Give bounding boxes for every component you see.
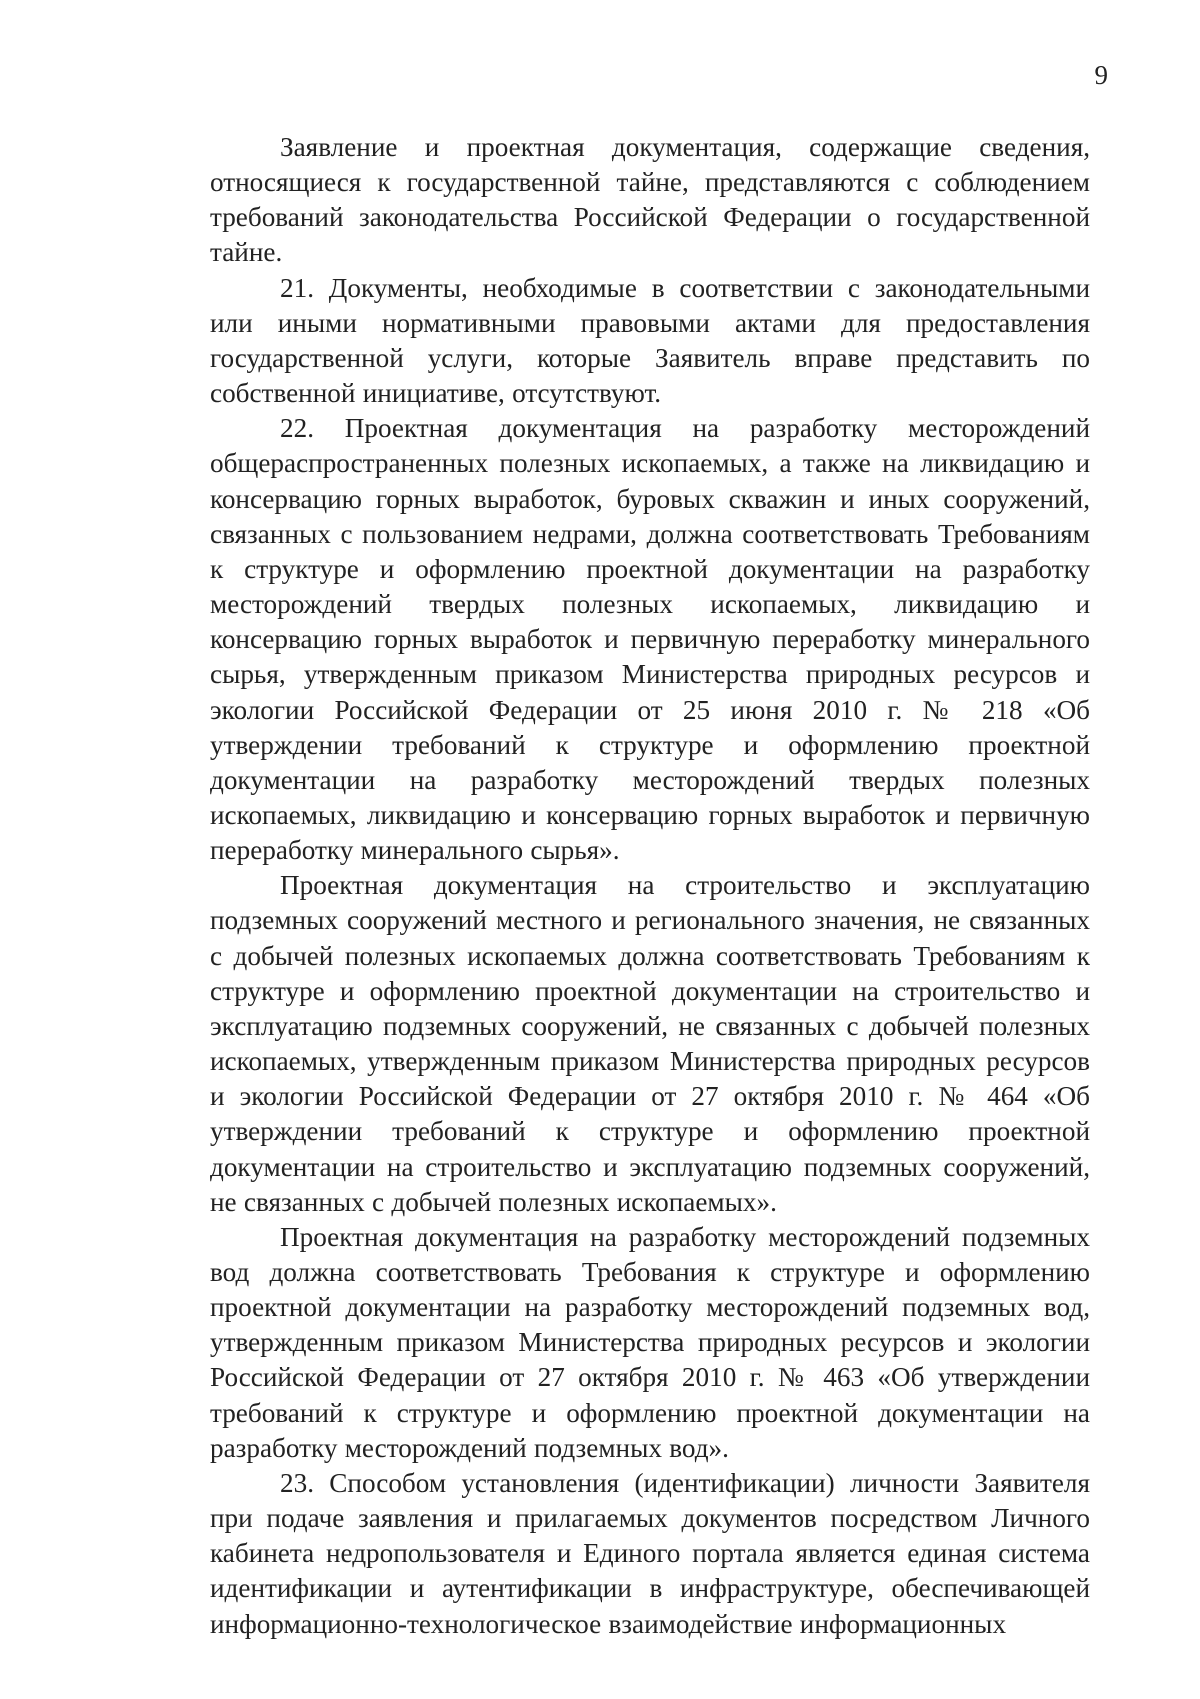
paragraph-groundwater: Проектная документация на разработку месторождений подземных вод должна соответствовать Требования к структуре и оформлению проектной документации на разработку месторождений подземных вод, утвержденным приказом Министерства природных ресурсов и экологии Российской Федерации от 27 октября 2010 г. № 463 «Об утверждении требований к структуре и оформлению проектной документации на разработку месторождений подземных вод». — [210, 1221, 1090, 1463]
paragraph-underground-structures: Проектная документация на строительство и эксплуатацию подземных сооружений местного и регионального значения, не связанных с добычей полезных ископаемых должна соответствовать Требованиям к структуре и оформлению проектной документации на строительство и эксплуатацию подземных сооружений, не связанных с добычей полезных ископаемых, утвержденным приказом Министерства природных ресурсов и экологии Российской Федерации от 27 октября 2010 г. № 464 «Об утверждении требований к структуре и оформлению проектной документации на строительство и эксплуатацию подземных сооружений, не связанных с добычей полезных ископаемых». — [210, 870, 1090, 1217]
paragraph-item-22: 22. Проектная документация на разработку месторождений общераспространенных полезных ископаемых, а также на ликвидацию и консервацию горных выработок, буровых скважин и иных сооружений, связанных с пользованием недрами, должна соответствовать Требованиям к структуре и оформлению проектной документации на разработку месторождений твердых полезных ископаемых, ликвидацию и консервацию горных выработок и первичную переработку минерального сырья, утвержденным приказом Министерства природных ресурсов и экологии Российской Федерации от 25 июня 2010 г. № 218 «Об утверждении требований к структуре и оформлению проектной документации на разработку месторождений твердых полезных ископаемых, ликвидацию и консервацию горных выработок и первичную переработку минерального сырья». — [210, 413, 1090, 866]
page-number: 9 — [1094, 60, 1108, 90]
paragraph-state-secret: Заявление и проектная документация, содержащие сведения, относящиеся к государственной тайне, представляются с соблюдением требований законодательства Российской Федерации о государственной тайне. — [210, 132, 1090, 268]
paragraph-item-21: 21. Документы, необходимые в соответствии с законодательными или иными нормативными правовыми актами для предоставления государственной услуги, которые Заявитель вправе представить по собственной инициативе, отсутствуют. — [210, 272, 1090, 409]
document-body — [210, 130, 1090, 1642]
paragraph-item-23: 23. Способом установления (идентификации) личности Заявителя при подаче заявления и прилагаемых документов посредством Личного кабинета недропользователя и Единого портала является единая система идентификации и аутентификации в инфраструктуре, обеспечивающей информационно-технологическое взаимодействие информационных — [210, 1467, 1090, 1639]
